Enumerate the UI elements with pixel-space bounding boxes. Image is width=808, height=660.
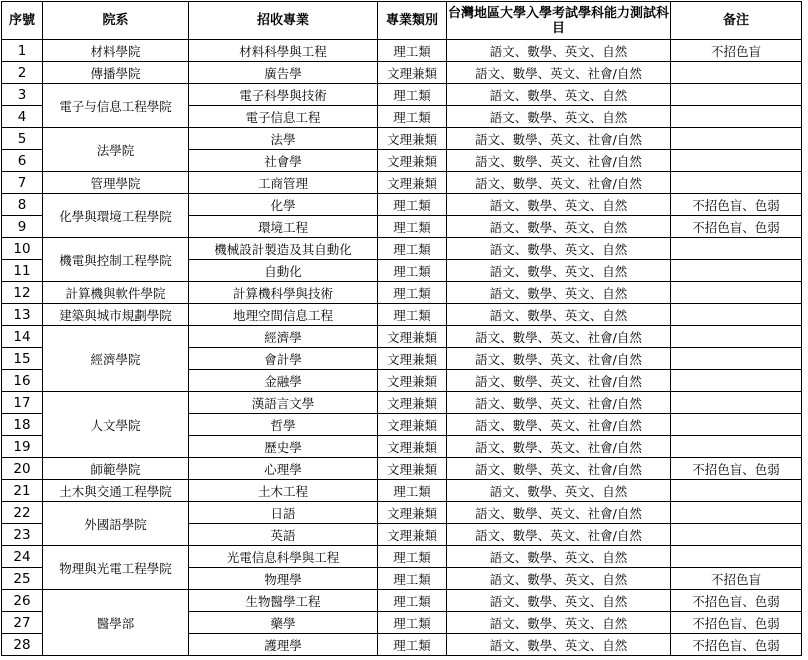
cell-notes: 不招色盲 [671,568,802,590]
table-row [2,62,802,84]
table-row [2,590,802,612]
cell-notes [671,304,802,326]
cell-major: 藥學 [189,612,378,634]
cell-notes: 不招色盲、色弱 [671,458,802,480]
cell-category: 理工類 [378,590,447,612]
table-row [2,392,802,414]
table-row [2,326,802,348]
cell-major: 環境工程 [189,216,378,238]
cell-subjects: 語文、數學、英文、自然 [447,480,671,502]
cell-index: 3 [2,84,43,106]
cell-index: 20 [2,458,43,480]
cell-category: 文理兼類 [378,128,447,150]
cell-notes [671,238,802,260]
cell-major: 化學 [189,194,378,216]
cell-major: 歷史學 [189,436,378,458]
cell-category: 文理兼類 [378,172,447,194]
table-row [2,40,802,62]
cell-subjects: 語文、數學、英文、自然 [447,546,671,568]
cell-category: 理工類 [378,568,447,590]
cell-notes [671,106,802,128]
cell-major: 電子信息工程 [189,106,378,128]
cell-subjects: 語文、數學、英文、社會/自然 [447,392,671,414]
cell-index: 5 [2,128,43,150]
cell-index: 26 [2,590,43,612]
cell-index: 21 [2,480,43,502]
cell-index: 12 [2,282,43,304]
cell-category: 文理兼類 [378,524,447,546]
table-row [2,546,802,568]
table-body [2,40,802,656]
cell-subjects: 語文、數學、英文、自然 [447,590,671,612]
cell-college: 機電與控制工程學院 [43,238,189,282]
cell-index: 8 [2,194,43,216]
cell-category: 文理兼類 [378,414,447,436]
cell-major: 生物醫學工程 [189,590,378,612]
cell-category: 理工類 [378,40,447,62]
header-row [2,2,802,40]
cell-category: 理工類 [378,480,447,502]
table-row [2,84,802,106]
cell-subjects: 語文、數學、英文、自然 [447,568,671,590]
cell-major: 光電信息科學與工程 [189,546,378,568]
table-row [2,304,802,326]
cell-index: 4 [2,106,43,128]
cell-major: 法學 [189,128,378,150]
cell-subjects: 語文、數學、英文、社會/自然 [447,414,671,436]
cell-notes [671,370,802,392]
cell-major: 計算機科學與技術 [189,282,378,304]
cell-index: 2 [2,62,43,84]
cell-subjects: 語文、數學、英文、自然 [447,40,671,62]
cell-college: 土木與交通工程學院 [43,480,189,502]
cell-category: 文理兼類 [378,502,447,524]
cell-subjects: 語文、數學、英文、社會/自然 [447,150,671,172]
cell-notes [671,62,802,84]
cell-major: 經濟學 [189,326,378,348]
cell-major: 工商管理 [189,172,378,194]
header-major: 招收專業 [189,2,378,40]
cell-major: 自動化 [189,260,378,282]
cell-notes [671,260,802,282]
cell-subjects: 語文、數學、英文、自然 [447,194,671,216]
cell-index: 23 [2,524,43,546]
cell-notes: 不招色盲、色弱 [671,216,802,238]
cell-notes [671,150,802,172]
cell-subjects: 語文、數學、英文、社會/自然 [447,458,671,480]
cell-major: 物理學 [189,568,378,590]
cell-subjects: 語文、數學、英文、社會/自然 [447,326,671,348]
cell-category: 文理兼類 [378,436,447,458]
cell-college: 計算機與軟件學院 [43,282,189,304]
table-row [2,194,802,216]
cell-notes [671,392,802,414]
cell-major: 材料科學與工程 [189,40,378,62]
cell-notes [671,546,802,568]
cell-index: 10 [2,238,43,260]
cell-notes [671,326,802,348]
cell-category: 理工類 [378,84,447,106]
cell-college: 法學院 [43,128,189,172]
table-row [2,238,802,260]
header-category: 專業類別 [378,2,447,40]
cell-category: 文理兼類 [378,150,447,172]
cell-index: 11 [2,260,43,282]
cell-notes [671,480,802,502]
cell-subjects: 語文、數學、英文、社會/自然 [447,348,671,370]
cell-major: 廣告學 [189,62,378,84]
cell-subjects: 語文、數學、英文、自然 [447,304,671,326]
table-row [2,480,802,502]
cell-index: 7 [2,172,43,194]
table-row [2,282,802,304]
table-row [2,128,802,150]
cell-college: 建築與城市規劃學院 [43,304,189,326]
header-subjects: 台灣地區大學入學考試學科能力測試科目 [447,2,671,40]
cell-college: 師範學院 [43,458,189,480]
cell-college: 傳播學院 [43,62,189,84]
cell-major: 土木工程 [189,480,378,502]
cell-college: 管理學院 [43,172,189,194]
cell-major: 會計學 [189,348,378,370]
cell-college: 化學與環境工程學院 [43,194,189,238]
cell-index: 6 [2,150,43,172]
cell-index: 25 [2,568,43,590]
cell-category: 理工類 [378,634,447,656]
cell-major: 護理學 [189,634,378,656]
cell-college: 物理與光電工程學院 [43,546,189,590]
cell-category: 理工類 [378,282,447,304]
table-row [2,502,802,524]
cell-major: 日語 [189,502,378,524]
cell-subjects: 語文、數學、英文、社會/自然 [447,128,671,150]
cell-notes [671,348,802,370]
cell-index: 18 [2,414,43,436]
cell-major: 地理空間信息工程 [189,304,378,326]
cell-college: 人文學院 [43,392,189,458]
cell-category: 理工類 [378,304,447,326]
cell-major: 社會學 [189,150,378,172]
cell-notes [671,172,802,194]
cell-index: 14 [2,326,43,348]
cell-notes: 不招色盲、色弱 [671,590,802,612]
cell-category: 文理兼類 [378,326,447,348]
cell-category: 理工類 [378,238,447,260]
cell-major: 電子科學與技術 [189,84,378,106]
header-college: 院系 [43,2,189,40]
cell-college: 醫學部 [43,590,189,656]
cell-major: 機械設計製造及其自動化 [189,238,378,260]
cell-index: 1 [2,40,43,62]
cell-subjects: 語文、數學、英文、自然 [447,106,671,128]
cell-index: 19 [2,436,43,458]
header-index: 序號 [2,2,43,40]
cell-notes [671,502,802,524]
cell-subjects: 語文、數學、英文、社會/自然 [447,524,671,546]
cell-index: 13 [2,304,43,326]
cell-major: 哲學 [189,414,378,436]
cell-subjects: 語文、數學、英文、社會/自然 [447,502,671,524]
cell-notes [671,414,802,436]
cell-subjects: 語文、數學、英文、自然 [447,612,671,634]
cell-category: 理工類 [378,260,447,282]
table-row [2,458,802,480]
cell-category: 理工類 [378,546,447,568]
cell-notes [671,282,802,304]
cell-notes [671,84,802,106]
cell-subjects: 語文、數學、英文、自然 [447,282,671,304]
header-notes: 备注 [671,2,802,40]
cell-college: 材料學院 [43,40,189,62]
cell-subjects: 語文、數學、英文、自然 [447,634,671,656]
cell-college: 電子与信息工程學院 [43,84,189,128]
cell-notes: 不招色盲 [671,40,802,62]
cell-category: 理工類 [378,106,447,128]
cell-category: 文理兼類 [378,458,447,480]
cell-major: 漢語言文學 [189,392,378,414]
cell-category: 理工類 [378,194,447,216]
cell-subjects: 語文、數學、英文、社會/自然 [447,436,671,458]
cell-subjects: 語文、數學、英文、自然 [447,84,671,106]
cell-index: 15 [2,348,43,370]
cell-notes [671,436,802,458]
cell-index: 9 [2,216,43,238]
cell-notes: 不招色盲、色弱 [671,194,802,216]
admissions-table [1,1,802,656]
cell-category: 文理兼類 [378,348,447,370]
cell-subjects: 語文、數學、英文、自然 [447,216,671,238]
cell-subjects: 語文、數學、英文、社會/自然 [447,370,671,392]
cell-subjects: 語文、數學、英文、社會/自然 [447,172,671,194]
cell-category: 理工類 [378,216,447,238]
cell-category: 文理兼類 [378,370,447,392]
cell-subjects: 語文、數學、英文、自然 [447,238,671,260]
cell-subjects: 語文、數學、英文、社會/自然 [447,62,671,84]
cell-notes [671,524,802,546]
cell-notes: 不招色盲、色弱 [671,634,802,656]
cell-major: 英語 [189,524,378,546]
cell-index: 24 [2,546,43,568]
cell-major: 金融學 [189,370,378,392]
cell-notes: 不招色盲、色弱 [671,612,802,634]
cell-index: 22 [2,502,43,524]
cell-college: 經濟學院 [43,326,189,392]
cell-index: 16 [2,370,43,392]
cell-major: 心理學 [189,458,378,480]
cell-index: 27 [2,612,43,634]
cell-index: 17 [2,392,43,414]
table-row [2,172,802,194]
cell-subjects: 語文、數學、英文、自然 [447,260,671,282]
cell-notes [671,128,802,150]
cell-index: 28 [2,634,43,656]
cell-category: 文理兼類 [378,62,447,84]
cell-category: 文理兼類 [378,392,447,414]
cell-college: 外國語學院 [43,502,189,546]
cell-category: 理工類 [378,612,447,634]
